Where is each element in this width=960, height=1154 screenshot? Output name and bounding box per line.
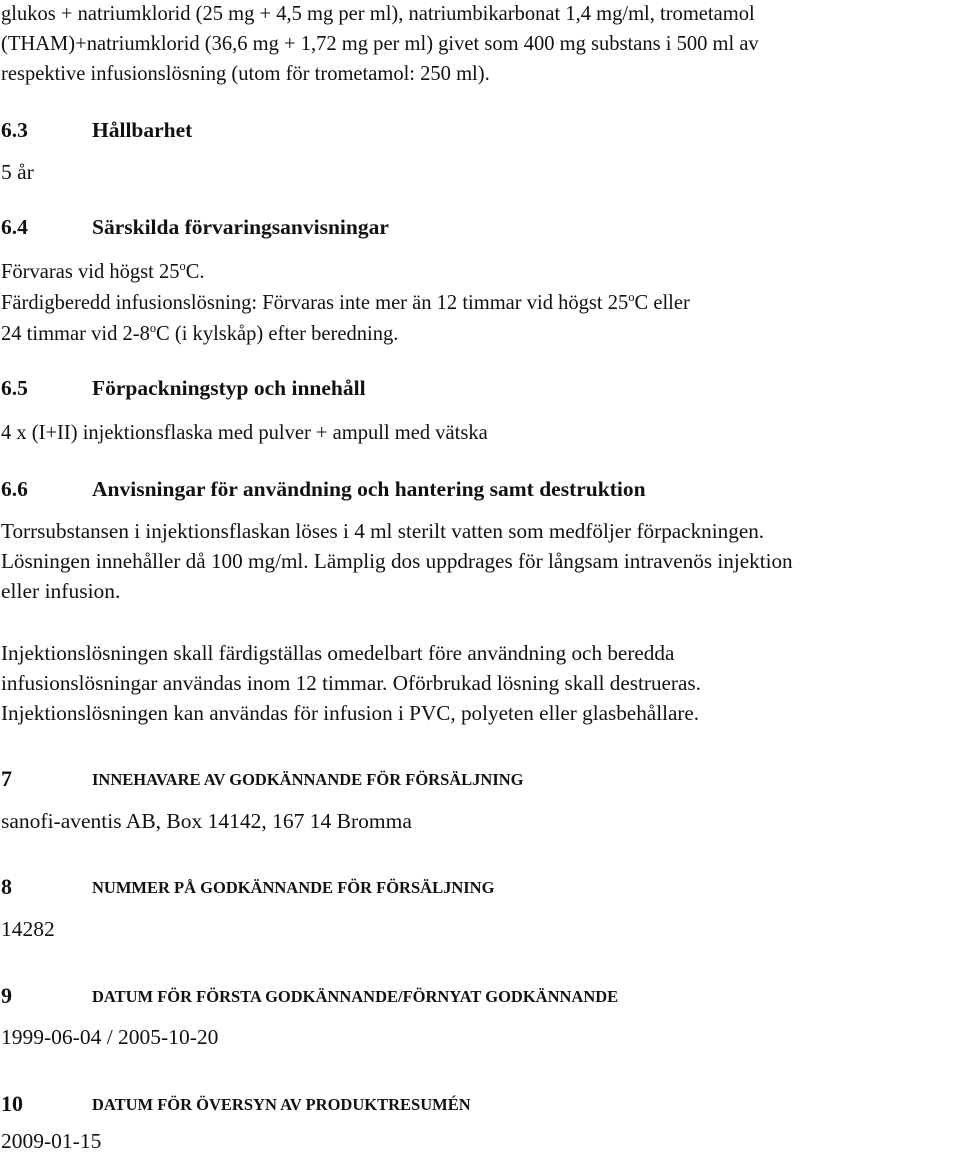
section-6-6-p2-line-2 (1, 670, 712, 696)
intro-line-1 (1, 0, 790, 26)
section-6-6-p1-line-2-text: Lösningen innehåller då 100 mg/ml. Lämplig dos uppdrages för långsam intravenös injektion (1, 549, 793, 573)
section-7-body: sanofi-aventis AB, Box 14142, 167 14 Bromma (1, 809, 412, 833)
section-6-4-line-1 (1, 258, 214, 284)
degree-sup: o (179, 258, 186, 273)
section-6-6-p1-line-1 (1, 518, 776, 544)
prepared-solution-text: Färdigberedd infusionslösning: Förvaras inte mer än 12 timmar vid högst 25 (1, 290, 629, 314)
section-6-4-number: 6.4 (1, 215, 28, 239)
section-8-body: 14282 (1, 917, 55, 941)
section-6-3-number: 6.3 (1, 118, 28, 142)
section-6-4-line-2 (1, 289, 722, 315)
section-6-4-line-3 (1, 320, 417, 346)
section-6-5-number: 6.5 (1, 376, 28, 400)
section-6-6-p1-line-3: eller infusion. (1, 579, 121, 603)
section-8-title: NUMMER PÅ GODKÄNNANDE FÖR FÖRSÄLJNING (92, 878, 495, 897)
section-6-6-p1-line-1-text: Torrsubstansen i injektionsflaskan löses i 4 ml sterilt vatten som medföljer förpackningen. (1, 519, 765, 543)
section-10-body: 2009-01-15 (1, 1129, 102, 1153)
section-9-body: 1999-06-04 / 2005-10-20 (1, 1025, 219, 1049)
section-10-title: DATUM FÖR ÖVERSYN AV PRODUKTRESUMÉN (92, 1095, 471, 1114)
intro-line-2 (1, 30, 794, 56)
fridge-text: 24 timmar vid 2-8 (1, 321, 150, 345)
section-6-3-body: 5 år (1, 160, 34, 184)
degree-sup: o (149, 320, 157, 335)
section-6-6-p1-line-2 (1, 548, 805, 574)
section-9-number: 9 (1, 983, 12, 1008)
section-6-6-p2-line-1-text: Injektionslösningen skall färdigställas omedelbart före användning och beredda (1, 641, 675, 665)
section-6-6-p2-line-3 (1, 700, 710, 726)
section-8-number: 8 (1, 874, 12, 899)
section-10-number: 10 (1, 1091, 23, 1116)
storage-temp-text: Förvaras vid högst 25 (1, 259, 180, 283)
section-6-6-title: Anvisningar för användning och hantering samt destruktion (92, 477, 646, 501)
intro-line-2-text: (THAM)+natriumklorid (36,6 mg + 1,72 mg per ml) givet som 400 mg substans i 500 ml av (1, 31, 759, 55)
intro-line-1-text: glukos + natriumklorid (25 mg + 4,5 mg per ml), natriumbikarbonat 1,4 mg/ml, trometamol (1, 1, 755, 25)
section-6-6-p2-line-1 (1, 640, 685, 666)
section-6-6-p2-line-2-text: infusionslösningar användas inom 12 timmar. Oförbrukad lösning skall destrueras. (1, 671, 701, 695)
section-6-6-number: 6.6 (1, 477, 28, 501)
section-6-3-title: Hållbarhet (92, 118, 193, 142)
section-6-5-title: Förpackningstyp och innehåll (92, 376, 366, 400)
prepared-solution-unit: C eller (634, 290, 690, 314)
intro-line-3 (1, 60, 513, 86)
section-6-6-p2-line-3-text: Injektionslösningen kan användas för infusion i PVC, polyeten eller glasbehållare. (1, 701, 700, 725)
fridge-unit: C (i kylskåp) efter beredning. (156, 321, 399, 345)
section-6-5-body (1, 419, 511, 445)
section-6-5-body-text: 4 x (I+II) injektionsflaska med pulver + ampull med vätska (1, 420, 488, 444)
intro-line-3-text: respektive infusionslösning (utom för trometamol: 250 ml). (1, 61, 490, 85)
section-7-title: INNEHAVARE AV GODKÄNNANDE FÖR FÖRSÄLJNING (92, 770, 524, 789)
storage-temp-unit: C. (185, 259, 205, 283)
degree-sup: o (628, 289, 635, 304)
section-6-4-title: Särskilda förvaringsanvisningar (92, 215, 389, 239)
section-9-title: DATUM FÖR FÖRSTA GODKÄNNANDE/FÖRNYAT GODKÄNNANDE (92, 987, 619, 1006)
section-7-number: 7 (1, 766, 12, 791)
